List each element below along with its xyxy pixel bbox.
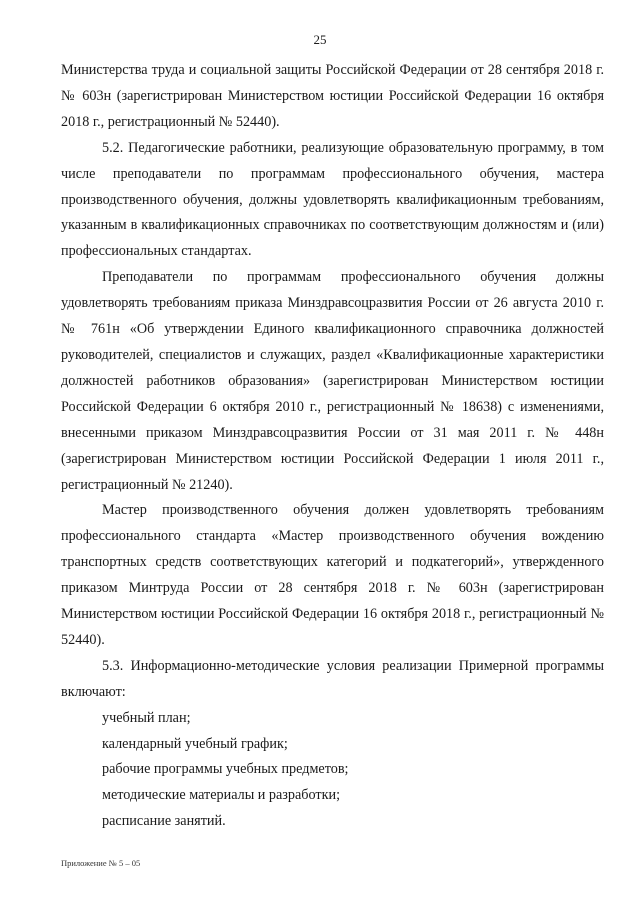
page-number: 25 (313, 32, 327, 47)
list-item: методические материалы и разработки; (102, 787, 341, 804)
list-item: расписание занятий. (102, 813, 226, 830)
list-item: учебный план; (102, 709, 191, 726)
list-item: календарный учебный график; (102, 735, 288, 752)
paragraph-continuation: Министерства труда и социальной защиты Российской Федерации от 28 сентября 2018 г. № 603н (зарегистрирован Министерством юстиции Российской Федерации 16 октября 2018 г., регистрационный № 52440). (61, 62, 604, 130)
footer-note: Приложение № 5 – 05 (61, 858, 141, 868)
materials-list (61, 706, 604, 836)
list-item: рабочие программы учебных предметов; (102, 761, 349, 778)
document-body (61, 58, 604, 835)
paragraph-5-2: 5.2. Педагогические работники, реализующие образовательную программу, в том числе преподаватели по программам профессионального обучения, мастера производственного обучения, должны удовлетворять квалификационным требованиям, указанным в квалификационных справочниках по соответствующим должностям и (или) профессиональных стандартах. (61, 139, 604, 260)
paragraph-master: Мастер производственного обучения должен удовлетворять требованиям профессионального стандарта «Мастер производственного обучения вождению транспортных средств соответствующих категорий и подкатегорий», утвержденного приказом Минтруда России от 28 сентября 2018 г. № 603н (зарегистрирован Министерством юстиции Российской Федерации 16 октября 2018 г., регистрационный № 52440). (61, 502, 604, 648)
paragraph-teachers: Преподаватели по программам профессионального обучения должны удовлетворять требованиям приказа Минздравсоцразвития России от 26 августа 2010 г. № 761н «Об утверждении Единого квалификационного справочника должностей руководителей, специалистов и служащих, раздел «Квалификационные характеристики должностей работников образования» (зарегистрирован Министерством юстиции Российской Федерации 6 октября 2010 г., регистрационный № 18638) с изменениями, внесенными приказом Минздравсоцразвития России от 31 мая 2011 г. № 448н (зарегистрирован Министерством юстиции Российской Федерации 1 июля 2011 г., регистрационный № 21240). (61, 269, 604, 493)
paragraph-5-3: 5.3. Информационно-методические условия реализации Примерной программы включают: (61, 657, 604, 700)
